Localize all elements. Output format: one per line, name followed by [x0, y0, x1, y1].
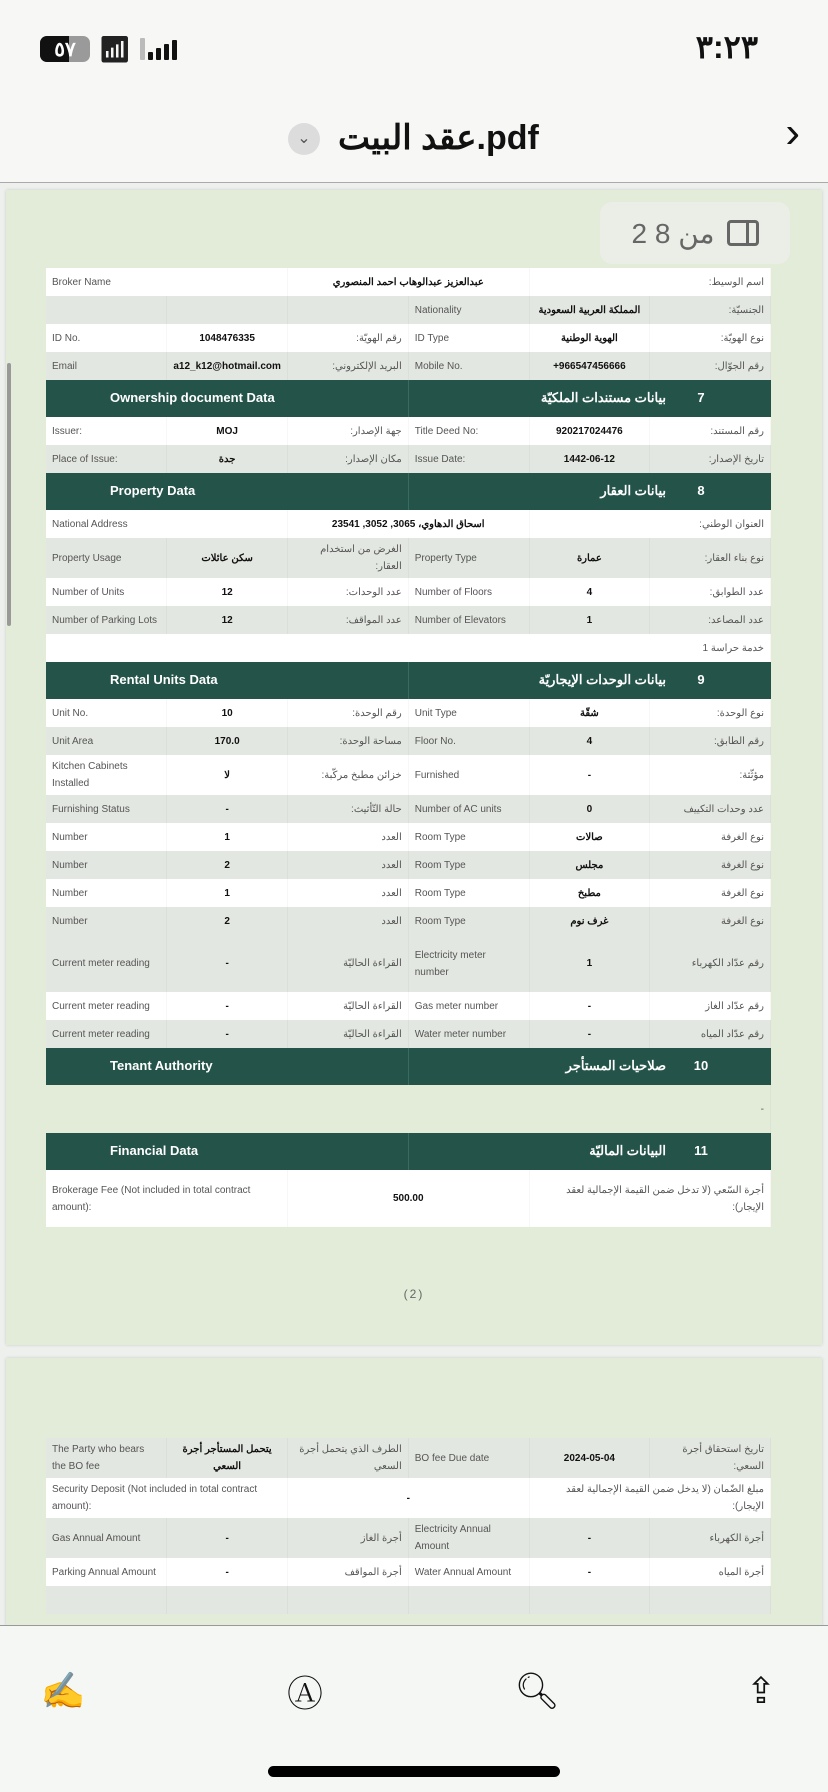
label-en: Unit No. [46, 699, 167, 727]
note-text: - [46, 1085, 771, 1133]
table-row [46, 823, 771, 851]
label-ar: نوع الهويّة: [650, 324, 771, 352]
label-ar: حالة التّأثيث: [288, 795, 409, 823]
label-en: Room Type [408, 823, 529, 851]
value: 10 [167, 699, 288, 727]
label-en: Number [46, 823, 167, 851]
label-ar: البريد الإلكتروني: [288, 352, 409, 380]
value: - [167, 935, 288, 992]
label-ar: الطرف الذي يتحمل أجرة السعي [288, 1438, 409, 1478]
table-row [46, 417, 771, 445]
section-title-ar [408, 662, 770, 699]
value: 2 [167, 907, 288, 935]
navigation-bar [0, 90, 828, 183]
value: 1 [167, 879, 288, 907]
section-title-ar-text: بيانات العقار [600, 483, 666, 499]
label-en: Kitchen Cabinets Installed [46, 755, 167, 795]
label-en: Place of Issue: [46, 445, 167, 473]
section-number: 11 [694, 1143, 708, 1159]
label-en: Number [46, 907, 167, 935]
value [167, 1586, 288, 1614]
table-row [46, 606, 771, 634]
table-row [46, 1518, 771, 1558]
table-row [46, 1438, 771, 1478]
value: 920217024476 [529, 417, 650, 445]
search-icon[interactable]: 🔍︎ [514, 1670, 560, 1711]
value: 500.00 [288, 1170, 530, 1227]
label-en: Furnishing Status [46, 795, 167, 823]
label-en: Furnished [408, 755, 529, 795]
value [167, 296, 288, 324]
section-title-ar [408, 1048, 770, 1085]
label-en: Number of Floors [408, 578, 529, 606]
value: 2024-05-04 [529, 1438, 650, 1478]
value: شقّة [529, 699, 650, 727]
value: 12 [167, 578, 288, 606]
label-ar: خزائن مطبخ مركّبة: [288, 755, 409, 795]
label-en: Mobile No. [408, 352, 529, 380]
table-row [46, 1170, 771, 1227]
table-row [46, 296, 771, 324]
label-ar: رقم عدّاد الكهرباء [650, 935, 771, 992]
label-en: Current meter reading [46, 992, 167, 1020]
label-ar: العدد [288, 879, 409, 907]
section-title-ar-text: صلاحيات المستأجر [565, 1058, 666, 1074]
label-en: ID No. [46, 324, 167, 352]
label-ar: مؤثّثة: [650, 755, 771, 795]
label-en: Number [46, 851, 167, 879]
table-row [46, 879, 771, 907]
table-row [46, 1586, 771, 1614]
page-count: 2 من 8 [631, 217, 715, 249]
table-row [46, 1478, 771, 1518]
label-en: Number of Elevators [408, 606, 529, 634]
label-en: Number of Units [46, 578, 167, 606]
label-ar: عدد الوحدات: [288, 578, 409, 606]
label-ar: أجرة المياه [650, 1558, 771, 1586]
label-en: Current meter reading [46, 1020, 167, 1048]
value: الهوية الوطنية [529, 324, 650, 352]
label-ar: نوع بناء العقار: [650, 538, 771, 578]
label-en: Floor No. [408, 727, 529, 755]
label-ar: عدد وحدات التكييف [650, 795, 771, 823]
label-ar: أجرة الكهرباء [650, 1518, 771, 1558]
label-ar: مكان الإصدار: [288, 445, 409, 473]
label-en: Number of AC units [408, 795, 529, 823]
section-header [46, 473, 771, 510]
label-ar: القراءة الحاليّة [288, 992, 409, 1020]
label-ar: نوع الغرفة [650, 907, 771, 935]
label-en: Email [46, 352, 167, 380]
value: - [529, 1518, 650, 1558]
table-row [46, 795, 771, 823]
battery-icon [40, 36, 90, 62]
table-row [46, 352, 771, 380]
section-header [46, 662, 771, 699]
table-row [46, 510, 771, 538]
section-title-ar [408, 380, 770, 417]
label-ar: عدد المصاعد: [650, 606, 771, 634]
label-ar [288, 1586, 409, 1614]
value: 1442-06-12 [529, 445, 650, 473]
table-row [46, 992, 771, 1020]
value: المملكة العربية السعودية [529, 296, 650, 324]
value: - [167, 795, 288, 823]
table-row [46, 578, 771, 606]
chevron-down-icon[interactable]: ⌄ [288, 123, 320, 155]
label-en [408, 1586, 529, 1614]
label-en: Property Type [408, 538, 529, 578]
section-title-ar-text: البيانات الماليّة [589, 1143, 666, 1159]
value: جدة [167, 445, 288, 473]
label-en: Issuer: [46, 417, 167, 445]
table-row [46, 755, 771, 795]
label-ar: أجرة السّعي (لا تدخل ضمن القيمة الإجمالية لعقد الإيجار): [529, 1170, 771, 1227]
value: - [529, 755, 650, 795]
label-en: Room Type [408, 851, 529, 879]
contract-table-page-2 [46, 268, 771, 1227]
value: يتحمل المستأجر أجرة السعي [167, 1438, 288, 1478]
section-title-ar [408, 1133, 770, 1170]
value: غرف نوم [529, 907, 650, 935]
value: عبدالعزيز عبدالوهاب احمد المنصوري [288, 268, 530, 296]
label-ar: مبلغ الضّمان (لا يدخل ضمن القيمة الإجمالية لعقد الإيجار): [529, 1478, 771, 1518]
scrollbar[interactable] [7, 363, 11, 626]
label-en: Unit Area [46, 727, 167, 755]
label-en: Number [46, 879, 167, 907]
signature-form-icon[interactable]: ✍ [40, 1670, 86, 1711]
table-row [46, 538, 771, 578]
cellular-signal-icon [140, 38, 177, 60]
label-en: Gas meter number [408, 992, 529, 1020]
wifi-icon: 📶︎ [98, 34, 132, 64]
label-ar: رقم الجوّال: [650, 352, 771, 380]
label-ar: عدد الطوابق: [650, 578, 771, 606]
label-ar: العنوان الوطني: [529, 510, 771, 538]
label-ar: رقم عدّاد المياه [650, 1020, 771, 1048]
label-ar: اسم الوسيط: [529, 268, 771, 296]
value: - [167, 1020, 288, 1048]
section-number: 7 [697, 390, 705, 406]
note-row [46, 1085, 771, 1133]
label-en: Room Type [408, 907, 529, 935]
label-ar: الغرض من استخدام العقار: [288, 538, 409, 578]
label-en: Electricity meter number [408, 935, 529, 992]
value: +966547456666 [529, 352, 650, 380]
section-header [46, 380, 771, 417]
table-row [46, 445, 771, 473]
label-ar: رقم الطابق: [650, 727, 771, 755]
label-ar [650, 1586, 771, 1614]
value: سكن عائلات [167, 538, 288, 578]
section-number: 10 [693, 1058, 709, 1074]
label-en: ID Type [408, 324, 529, 352]
label-ar: مساحة الوحدة: [288, 727, 409, 755]
section-title-en: Property Data [46, 473, 408, 510]
label-ar: القراءة الحاليّة [288, 935, 409, 992]
section-number: 8 [697, 483, 705, 499]
label-en: Room Type [408, 879, 529, 907]
markup-pen-icon[interactable]: Ⓐ [286, 1672, 323, 1714]
section-title-ar-text: بيانات مستندات الملكيّة [540, 390, 666, 406]
value: 1 [529, 935, 650, 992]
label-en: Water Annual Amount [408, 1558, 529, 1586]
section-number: 9 [697, 672, 705, 688]
clock: ٣:٢٣ [695, 29, 758, 65]
value: - [529, 1020, 650, 1048]
table-row [46, 851, 771, 879]
table-row [46, 324, 771, 352]
label-ar: الجنسيّة: [650, 296, 771, 324]
label-en: Title Deed No: [408, 417, 529, 445]
sidebar-thumbnails-icon [727, 220, 759, 246]
label-ar: القراءة الحاليّة [288, 1020, 409, 1048]
page-number: (2) [403, 1287, 425, 1301]
label-ar: رقم الهويّة: [288, 324, 409, 352]
label-ar: رقم المستند: [650, 417, 771, 445]
value: 1 [167, 823, 288, 851]
label-ar [288, 296, 409, 324]
table-row [46, 268, 771, 296]
label-ar: العدد [288, 907, 409, 935]
label-ar: نوع الوحدة: [650, 699, 771, 727]
table-row [46, 935, 771, 992]
label-ar: جهة الإصدار: [288, 417, 409, 445]
section-title-ar [408, 473, 770, 510]
table-row [46, 727, 771, 755]
label-ar: العدد [288, 851, 409, 879]
label-ar: تاريخ استحقاق أجرة السعي: [650, 1438, 771, 1478]
table-row [46, 699, 771, 727]
share-icon[interactable]: ⇪ [745, 1670, 777, 1711]
value: 12 [167, 606, 288, 634]
battery-level: ٥٧ [54, 39, 76, 61]
value: - [167, 1558, 288, 1586]
label-en: The Party who bears the BO fee [46, 1438, 167, 1478]
label-en [46, 296, 167, 324]
label-ar: نوع الغرفة [650, 879, 771, 907]
section-title-en: Financial Data [46, 1133, 408, 1170]
label-en: Issue Date: [408, 445, 529, 473]
label-en: Brokerage Fee (Not included in total contract amount): [46, 1170, 288, 1227]
label-en: Broker Name [46, 268, 288, 296]
section-title-en: Ownership document Data [46, 380, 408, 417]
value: عمارة [529, 538, 650, 578]
label-en: Property Usage [46, 538, 167, 578]
contract-table-page-3 [46, 1438, 771, 1614]
note-text: خدمة حراسة 1 [46, 634, 771, 662]
label-ar: عدد المواقف: [288, 606, 409, 634]
page-indicator[interactable] [600, 202, 790, 264]
note-row [46, 634, 771, 662]
label-en: Current meter reading [46, 935, 167, 992]
label-en: Water meter number [408, 1020, 529, 1048]
label-en: Security Deposit (Not included in total contract amount): [46, 1478, 288, 1518]
value: 4 [529, 727, 650, 755]
label-en: Nationality [408, 296, 529, 324]
value: 2 [167, 851, 288, 879]
value: - [529, 992, 650, 1020]
value: 170.0 [167, 727, 288, 755]
value: 4 [529, 578, 650, 606]
section-header [46, 1133, 771, 1170]
value: 1 [529, 606, 650, 634]
section-title-ar-text: بيانات الوحدات الإيجاريّة [538, 672, 666, 688]
label-en: Parking Annual Amount [46, 1558, 167, 1586]
label-en: Electricity Annual Amount [408, 1518, 529, 1558]
section-title-en: Tenant Authority [46, 1048, 408, 1085]
value [529, 1586, 650, 1614]
value: صالات [529, 823, 650, 851]
value: - [529, 1558, 650, 1586]
table-row [46, 1558, 771, 1586]
label-ar: نوع الغرفة [650, 851, 771, 879]
label-en: Gas Annual Amount [46, 1518, 167, 1558]
section-header [46, 1048, 771, 1085]
label-en: National Address [46, 510, 288, 538]
chevron-right-icon[interactable]: › [785, 108, 800, 157]
value: - [167, 1518, 288, 1558]
value: مطبخ [529, 879, 650, 907]
label-en: BO fee Due date [408, 1438, 529, 1478]
value: a12_k12@hotmail.com [167, 352, 288, 380]
label-ar: تاريخ الإصدار: [650, 445, 771, 473]
label-ar: رقم عدّاد الغاز [650, 992, 771, 1020]
value: 0 [529, 795, 650, 823]
label-ar: رقم الوحدة: [288, 699, 409, 727]
home-indicator[interactable] [268, 1766, 560, 1777]
value: MOJ [167, 417, 288, 445]
table-row [46, 907, 771, 935]
value: مجلس [529, 851, 650, 879]
value: - [167, 992, 288, 1020]
label-en: Unit Type [408, 699, 529, 727]
status-bar [0, 0, 828, 90]
value: اسحاق الدهاوي، 3065, 3052, 23541 [288, 510, 530, 538]
value: - [288, 1478, 530, 1518]
label-en: Number of Parking Lots [46, 606, 167, 634]
table-row [46, 1020, 771, 1048]
value: 1048476335 [167, 324, 288, 352]
document-title[interactable]: عقد البيت.pdf [338, 119, 539, 157]
label-en [46, 1586, 167, 1614]
label-ar: أجرة الغاز [288, 1518, 409, 1558]
label-ar: نوع الغرفة [650, 823, 771, 851]
value: لا [167, 755, 288, 795]
label-ar: أجرة المواقف [288, 1558, 409, 1586]
section-title-en: Rental Units Data [46, 662, 408, 699]
label-ar: العدد [288, 823, 409, 851]
